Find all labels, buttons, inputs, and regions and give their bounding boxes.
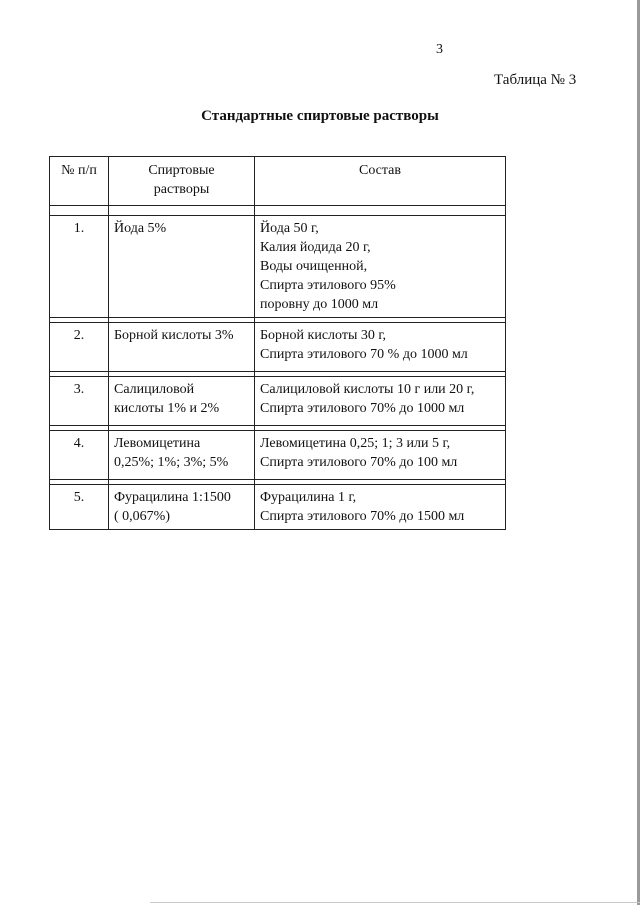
composition-line: Фурацилина 1 г, (260, 490, 357, 505)
composition-line: Салициловой кислоты 10 г или 20 г, (260, 382, 475, 397)
composition-line: Левомицетина 0,25; 1; 3 или 5 г, (260, 436, 451, 451)
composition-line: Спирта этилового 70% до 100 мл (260, 455, 458, 470)
solution-composition (255, 485, 506, 530)
composition-line: поровну до 1000 мл (260, 297, 379, 312)
solution-name-line: Левомицетина (114, 436, 201, 451)
solution-composition (255, 216, 506, 318)
composition-line: Калия йодида 20 г, (260, 240, 371, 255)
composition-line: Йода 50 г, (260, 221, 319, 236)
table-separator (50, 206, 506, 216)
solutions-table (49, 156, 506, 530)
header-num: № п/п (50, 157, 109, 206)
solution-name-line: Йода 5% (114, 221, 167, 236)
row-number: 1. (50, 216, 109, 318)
solution-name (109, 431, 255, 480)
header-composition: Состав (255, 157, 506, 206)
page-edge-bottom (150, 902, 640, 903)
solution-composition (255, 431, 506, 480)
composition-line: Борной кислоты 30 г, (260, 328, 387, 343)
table-row (50, 216, 506, 318)
composition-line: Спирта этилового 70% до 1000 мл (260, 401, 465, 416)
solution-name-line: Борной кислоты 3% (114, 328, 234, 343)
composition-line: Спирта этилового 70 % до 1000 мл (260, 347, 468, 362)
page-number: 3 (436, 42, 443, 57)
composition-line: Воды очищенной, (260, 259, 368, 274)
solution-name-line: ( 0,067%) (114, 509, 170, 524)
solution-name-line: кислоты 1% и 2% (114, 401, 220, 416)
table-row (50, 377, 506, 426)
table-row (50, 323, 506, 372)
row-number: 5. (50, 485, 109, 530)
table-label: Таблица № 3 (494, 72, 577, 88)
header-name-line: Спиртовые (148, 163, 215, 178)
composition-line: Спирта этилового 95% (260, 278, 396, 293)
solution-name-line: Фурацилина 1:1500 (114, 490, 231, 505)
table-row (50, 485, 506, 530)
row-number: 2. (50, 323, 109, 372)
solution-name (109, 216, 255, 318)
document-title: Стандартные спиртовые растворы (201, 108, 439, 124)
header-name (109, 157, 255, 206)
table-header-row (50, 157, 506, 206)
solution-name (109, 377, 255, 426)
solution-composition (255, 323, 506, 372)
row-number: 4. (50, 431, 109, 480)
row-number: 3. (50, 377, 109, 426)
header-name-line: растворы (153, 182, 210, 197)
composition-line: Спирта этилового 70% до 1500 мл (260, 509, 465, 524)
table-row (50, 431, 506, 480)
solution-name-line: Салициловой (114, 382, 195, 397)
solution-name-line: 0,25%; 1%; 3%; 5% (114, 455, 229, 470)
solution-name (109, 323, 255, 372)
solution-composition (255, 377, 506, 426)
solution-name (109, 485, 255, 530)
